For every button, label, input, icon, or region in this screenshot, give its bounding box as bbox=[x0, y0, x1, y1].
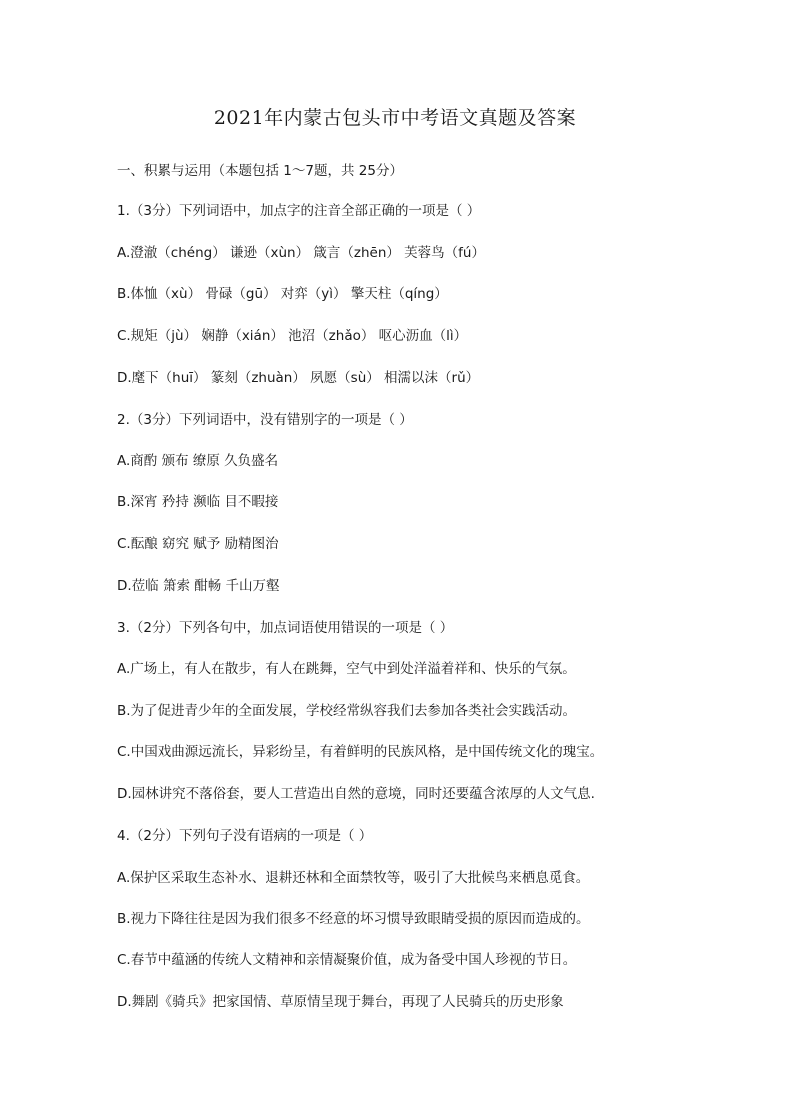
q4-option-c: C.春节中蕴涵的传统人文精神和亲情凝聚价值，成为备受中国人珍视的节日。 bbox=[117, 952, 577, 968]
document-title: 2021年内蒙古包头市中考语文真题及答案 bbox=[213, 107, 577, 129]
q3-option-a: A.广场上，有人在散步，有人在跳舞，空气中到处洋溢着祥和、快乐的气氛。 bbox=[117, 661, 576, 677]
q2-option-d: D.莅临 箫索 酣畅 千山万壑 bbox=[117, 578, 280, 594]
q2-option-b: B.深宵 矜持 濒临 目不暇接 bbox=[117, 494, 279, 510]
question-1: 1.（3分）下列词语中，加点字的注音全部正确的一项是（ ） bbox=[117, 203, 481, 219]
q1-option-b: B.体恤（xù） 骨碌（gū） 对弈（yì） 擎天柱（qíng） bbox=[117, 286, 448, 302]
q4-option-d: D.舞剧《骑兵》把家国情、草原情呈现于舞台，再现了人民骑兵的历史形象 bbox=[117, 994, 564, 1010]
q2-option-c: C.酝酿 窈究 赋予 励精图治 bbox=[117, 536, 279, 552]
question-2: 2.（3分）下列词语中，没有错别字的一项是（ ） bbox=[117, 412, 413, 428]
q1-option-c: C.规矩（jù） 娴静（xián） 池沼（zhǎo） 呕心沥血（lì） bbox=[117, 328, 468, 344]
q4-option-b: B.视力下降往往是因为我们很多不经意的坏习惯导致眼睛受损的原因而造成的。 bbox=[117, 911, 590, 927]
question-4: 4.（2分）下列句子没有语病的一项是（ ） bbox=[117, 828, 373, 844]
question-3: 3.（2分）下列各句中，加点词语使用错误的一项是（ ） bbox=[117, 620, 454, 636]
q2-option-a: A.商酌 颁布 缭原 久负盛名 bbox=[117, 453, 279, 469]
q1-option-a: A.澄澈（chéng） 谦逊（xùn） 箴言（zhēn） 芙蓉鸟（fú） bbox=[117, 245, 485, 261]
q3-option-b: B.为了促进青少年的全面发展，学校经常纵容我们去参加各类社会实践活动。 bbox=[117, 703, 577, 719]
q1-option-d: D.麾下（huī） 篆刻（zhuàn） 夙愿（sù） 相濡以沫（rǔ） bbox=[117, 370, 480, 386]
q4-option-a: A.保护区采取生态补水、退耕还林和全面禁牧等，吸引了大批候鸟来栖息觅食。 bbox=[117, 870, 590, 886]
section-heading: 一、积累与运用（本题包括 1～7题，共 25分） bbox=[117, 163, 403, 179]
q3-option-d: D.园林讲究不落俗套，要人工营造出自然的意境，同时还要蕴含浓厚的人文气息. bbox=[117, 786, 595, 802]
q3-option-c: C.中国戏曲源远流长，异彩纷呈，有着鲜明的民族风格，是中国传统文化的瑰宝。 bbox=[117, 744, 604, 760]
